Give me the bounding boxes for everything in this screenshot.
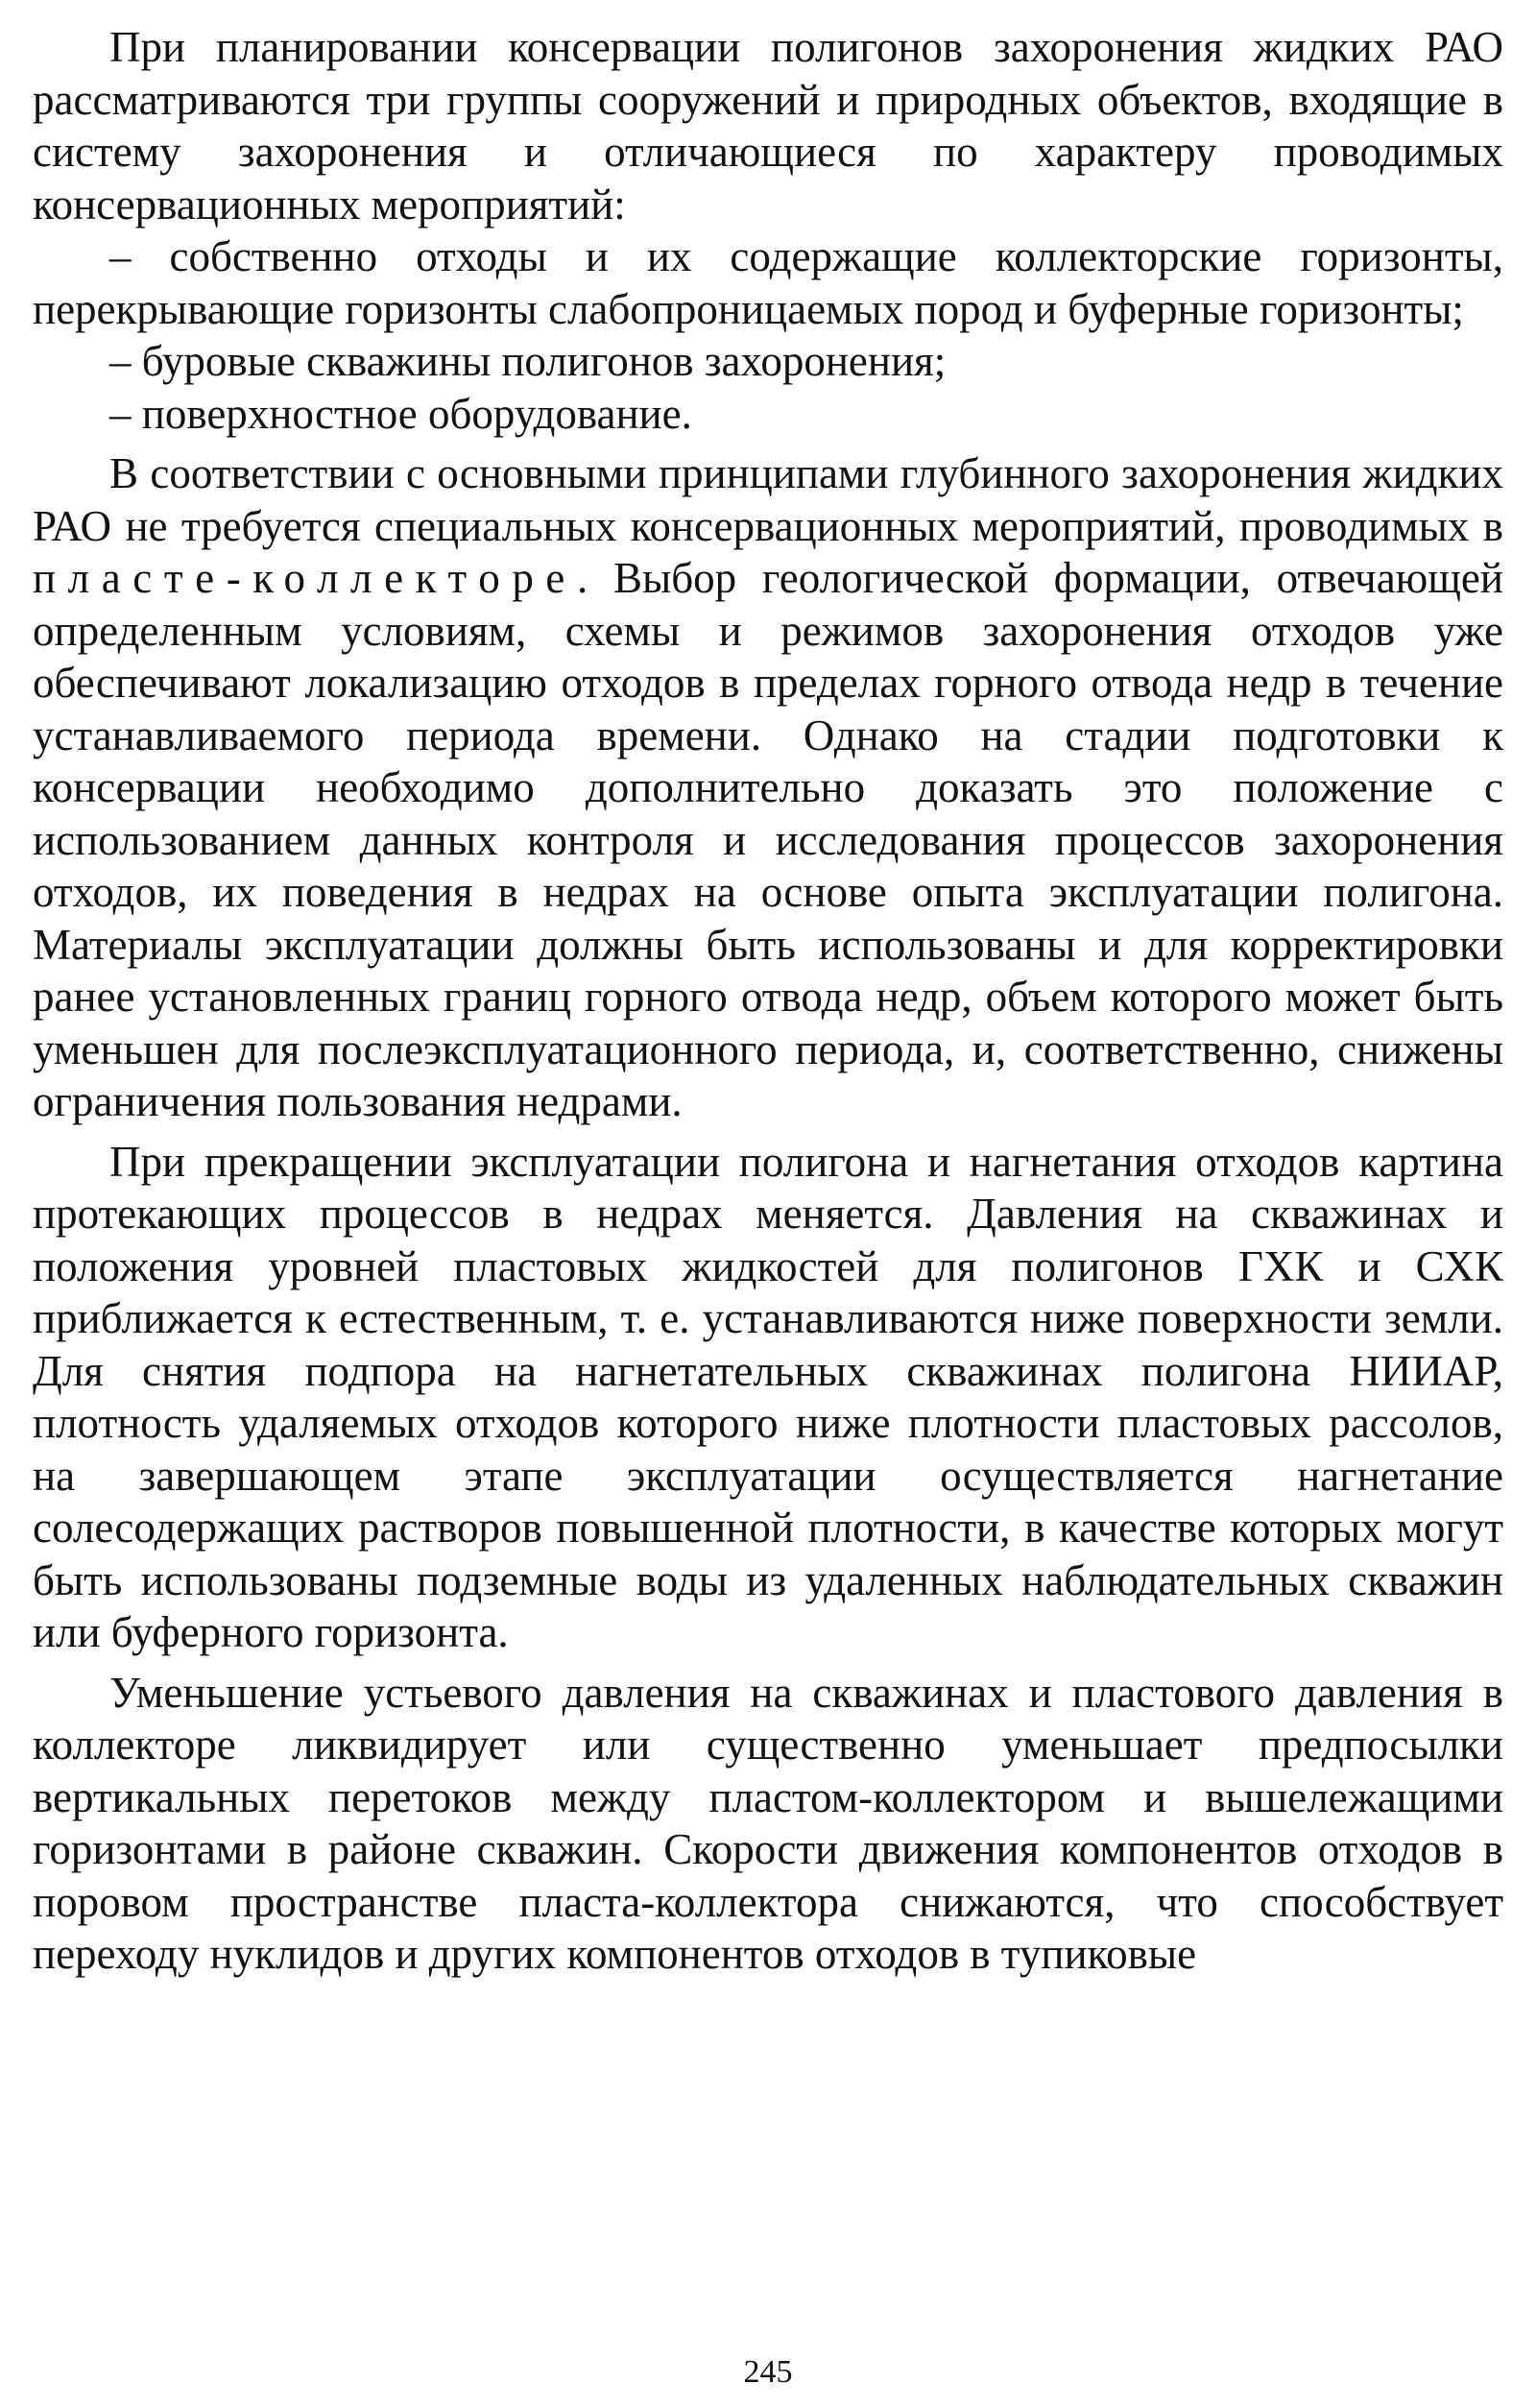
paragraph-pressure-reduction: Уменьшение устьевого давления на скважинах и пластового давления в коллекторе ликвидирует или существенно уменьшает предпосылки вертикальных перетоков между пластом-коллектором и вышележащими горизонтами в районе скважин. Скорости движения компонентов отходов в поровом пространстве пласта-коллектора снижаются, что способствует переходу нуклидов и других компонентов отходов в тупиковые [33, 1668, 1503, 1978]
paragraph-deep-disposal-end: . Выбор геологической формации, отвечающей определенным условиям, схемы и режимов захоронения отходов уже обеспечивают локализацию отходов в пределах горного отвода недр в течение устанавливаемого периода времени. Однако на стадии подготовки к консервации необходимо дополнительно доказать это положение с использованием данных контроля и исследования процессов захоронения отходов, их поведения в недрах на основе опыта эксплуатации полигона. Материалы эксплуатации должны быть использованы и для корректировки ранее установленных границ горного отвода недр, объем которого может быть уменьшен для послеэксплуатационного периода, и, соответственно, снижены ограничения пользования недрами. [33, 554, 1503, 1125]
page-number: 245 [743, 2354, 793, 2390]
page-text [33, 21, 1503, 1981]
list-item-boreholes: – буровые скважины полигонов захоронения; [109, 337, 947, 385]
emphasized-term: пласте-коллекторе [33, 554, 577, 602]
paragraph-intro: При планировании консервации полигонов захоронения жидких РАО рассматриваются три группы сооружений и природных объектов, входящие в систему захоронения и отличающиеся по характеру проводимых консервационных мероприятий: [33, 23, 1503, 229]
paragraph-termination: При прекращении эксплуатации полигона и нагнетания отходов картина протекающих процессов в недрах меняется. Давления на скважинах и положения уровней пластовых жидкостей для полигонов ГХК и СХК приближается к естественным, т. е. устанавливаются ниже поверхности земли. Для снятия подпора на нагнетательных скважинах полигона НИИАР, плотность удаляемых отходов которого ниже плотности пластовых рассолов, на завершающем этапе эксплуатации осуществляется нагнетание солесодержащих растворов повышенной плотности, в качестве которых могут быть использованы подземные воды из удаленных наблюдательных скважин или буферного горизонта. [33, 1137, 1503, 1656]
list-item-waste-horizons: – собственно отходы и их содержащие коллекторские горизонты, перекрывающие горизонты слабопроницаемых пород и буферные горизонты; [33, 232, 1503, 333]
paragraph-deep-disposal-start: В соответствии с основными принципами глубинного захоронения жидких РАО не требуется специальных консервационных мероприятий, проводимых в [33, 449, 1503, 550]
list-item-surface-equipment: – поверхностное оборудование. [109, 389, 692, 438]
paragraph-deep-disposal [33, 447, 1503, 1128]
